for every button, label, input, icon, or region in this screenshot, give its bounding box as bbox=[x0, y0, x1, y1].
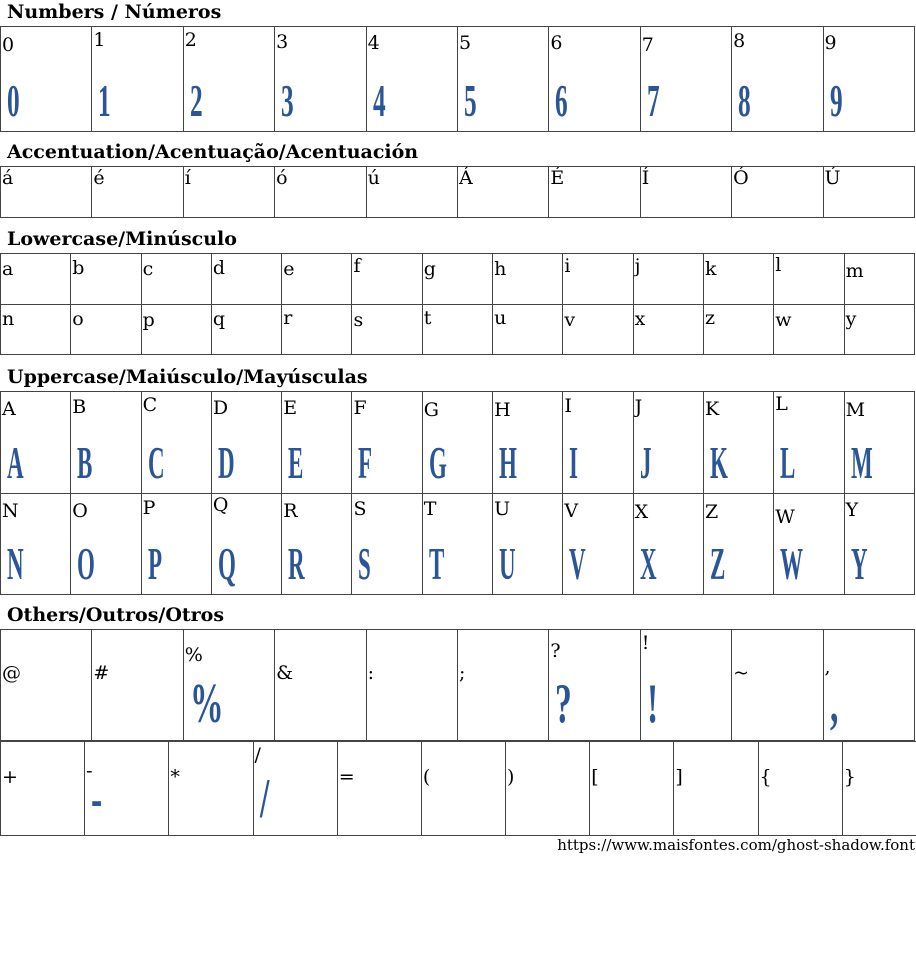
char-label: Ó bbox=[733, 167, 749, 189]
glyph-sample: N bbox=[7, 538, 24, 589]
char-cell bbox=[493, 305, 563, 355]
glyph-sample: Q bbox=[217, 538, 236, 589]
char-cell bbox=[1, 494, 71, 595]
char-cell bbox=[275, 630, 366, 741]
char-label: k bbox=[704, 258, 717, 280]
char-label: 7 bbox=[641, 34, 654, 56]
char-cell bbox=[844, 494, 914, 595]
char-cell bbox=[1, 254, 71, 305]
char-cell bbox=[282, 494, 352, 595]
char-label: m bbox=[845, 260, 864, 282]
char-cell bbox=[493, 254, 563, 305]
glyph-sample: S bbox=[358, 538, 372, 589]
char-label: f bbox=[353, 255, 361, 277]
char-label: R bbox=[283, 500, 298, 522]
numbers-table bbox=[0, 26, 915, 132]
char-cell bbox=[844, 392, 914, 494]
char-cell bbox=[703, 305, 773, 355]
char-cell bbox=[352, 392, 422, 494]
char-label: # bbox=[93, 662, 110, 684]
char-cell bbox=[842, 742, 916, 836]
char-cell bbox=[169, 742, 253, 836]
char-label: } bbox=[843, 766, 856, 788]
char-cell bbox=[366, 27, 457, 132]
glyph-sample: P bbox=[147, 538, 162, 589]
char-cell bbox=[844, 254, 914, 305]
char-cell bbox=[253, 742, 337, 836]
char-cell bbox=[549, 27, 640, 132]
char-cell bbox=[732, 630, 823, 741]
char-label: W bbox=[775, 506, 795, 528]
glyph-sample: I bbox=[569, 437, 579, 488]
char-label: S bbox=[353, 498, 367, 520]
char-cell bbox=[141, 305, 211, 355]
char-label: ] bbox=[675, 766, 683, 788]
char-cell bbox=[674, 742, 758, 836]
char-label: ú bbox=[367, 167, 380, 189]
char-label: T bbox=[423, 498, 437, 520]
glyph-sample: - bbox=[91, 768, 103, 830]
char-label: , bbox=[824, 656, 831, 678]
char-cell bbox=[366, 630, 457, 741]
char-label: Q bbox=[212, 494, 229, 516]
char-label: 1 bbox=[93, 29, 106, 51]
glyph-sample: L bbox=[780, 437, 796, 488]
char-cell bbox=[337, 742, 421, 836]
char-cell bbox=[493, 494, 563, 595]
char-label: n bbox=[2, 308, 15, 330]
char-cell bbox=[563, 494, 633, 595]
char-label: J bbox=[634, 396, 643, 418]
char-cell bbox=[85, 742, 169, 836]
char-cell bbox=[732, 167, 823, 218]
char-label: N bbox=[2, 500, 19, 522]
char-cell bbox=[422, 305, 492, 355]
char-label: u bbox=[494, 307, 507, 329]
accents-row bbox=[1, 167, 915, 218]
char-cell bbox=[183, 630, 274, 741]
char-cell bbox=[211, 392, 281, 494]
char-label: s bbox=[353, 309, 364, 331]
char-cell bbox=[563, 254, 633, 305]
char-cell bbox=[633, 494, 703, 595]
char-label: h bbox=[494, 258, 507, 280]
char-cell bbox=[71, 392, 141, 494]
char-label: = bbox=[338, 766, 355, 788]
char-label: t bbox=[423, 307, 432, 329]
lowercase-table bbox=[0, 253, 915, 355]
char-label: i bbox=[564, 255, 571, 277]
char-label: G bbox=[423, 399, 439, 421]
char-label: Á bbox=[458, 167, 473, 189]
char-label: : bbox=[367, 662, 374, 684]
char-label: ; bbox=[458, 662, 466, 684]
char-label: / bbox=[254, 744, 261, 766]
others-table-2 bbox=[0, 741, 916, 836]
glyph-sample: G bbox=[428, 437, 447, 488]
char-label: A bbox=[2, 398, 16, 420]
char-cell bbox=[457, 630, 548, 741]
lowercase-row-2 bbox=[1, 305, 915, 355]
glyph-sample: A bbox=[7, 437, 24, 488]
char-label: Í bbox=[641, 167, 650, 189]
char-cell bbox=[275, 167, 366, 218]
char-cell bbox=[1, 742, 85, 836]
char-cell bbox=[71, 254, 141, 305]
char-cell bbox=[732, 27, 823, 132]
char-label: P bbox=[142, 497, 156, 519]
glyph-sample: ! bbox=[646, 673, 658, 735]
char-label: d bbox=[212, 257, 226, 279]
char-cell bbox=[823, 27, 914, 132]
char-label: 2 bbox=[184, 29, 197, 51]
char-cell bbox=[211, 305, 281, 355]
char-label: C bbox=[142, 394, 158, 416]
char-label: é bbox=[93, 167, 105, 189]
char-cell bbox=[183, 167, 274, 218]
glyph-sample: F bbox=[358, 437, 373, 488]
char-cell bbox=[549, 630, 640, 741]
char-cell bbox=[422, 494, 492, 595]
glyph-sample: 6 bbox=[555, 75, 568, 126]
glyph-sample: / bbox=[259, 768, 269, 830]
char-cell bbox=[563, 305, 633, 355]
others-row-2 bbox=[1, 742, 916, 836]
glyph-sample: , bbox=[829, 673, 838, 735]
lowercase-row-1 bbox=[1, 254, 915, 305]
glyph-sample: Z bbox=[709, 538, 726, 589]
char-label: q bbox=[212, 308, 226, 330]
glyph-sample: R bbox=[288, 538, 305, 589]
char-cell bbox=[352, 494, 422, 595]
char-cell bbox=[457, 167, 548, 218]
char-label: 5 bbox=[458, 32, 472, 54]
char-cell bbox=[92, 630, 183, 741]
char-cell bbox=[493, 392, 563, 494]
glyph-sample: 7 bbox=[646, 75, 660, 126]
char-cell bbox=[758, 742, 842, 836]
char-cell bbox=[774, 392, 844, 494]
uppercase-row-2 bbox=[1, 494, 915, 595]
uppercase-row-1 bbox=[1, 392, 915, 494]
char-label: - bbox=[86, 760, 93, 782]
glyph-sample: C bbox=[147, 437, 165, 488]
char-cell bbox=[421, 742, 505, 836]
char-label: I bbox=[564, 395, 572, 417]
char-cell bbox=[1, 27, 92, 132]
char-cell bbox=[774, 494, 844, 595]
char-cell bbox=[506, 742, 590, 836]
char-cell bbox=[640, 167, 731, 218]
char-cell bbox=[282, 305, 352, 355]
char-cell bbox=[633, 392, 703, 494]
glyph-sample: V bbox=[569, 538, 586, 589]
char-label: 6 bbox=[550, 32, 563, 54]
glyph-sample: K bbox=[709, 437, 728, 488]
char-label: r bbox=[283, 307, 293, 329]
char-label: ó bbox=[276, 167, 288, 189]
glyph-sample: 8 bbox=[738, 75, 751, 126]
char-cell bbox=[1, 167, 92, 218]
char-label: e bbox=[283, 258, 295, 280]
char-label: { bbox=[759, 766, 772, 788]
char-label: a bbox=[2, 258, 14, 280]
char-cell bbox=[352, 254, 422, 305]
glyph-sample: 4 bbox=[372, 75, 386, 126]
char-label: O bbox=[72, 500, 88, 522]
numbers-row bbox=[1, 27, 915, 132]
char-cell bbox=[141, 494, 211, 595]
char-label: ? bbox=[550, 640, 561, 662]
accents-section-title: Accentuation/Acentuação/Acentuación bbox=[7, 141, 419, 163]
char-cell bbox=[633, 305, 703, 355]
char-label: z bbox=[704, 307, 715, 329]
char-label: K bbox=[704, 398, 720, 420]
char-label: D bbox=[212, 397, 229, 419]
glyph-sample: E bbox=[288, 437, 304, 488]
char-label: * bbox=[170, 766, 180, 788]
glyph-sample: 3 bbox=[281, 75, 294, 126]
char-label: % bbox=[184, 644, 203, 666]
glyph-sample: 0 bbox=[7, 75, 20, 126]
char-cell bbox=[823, 630, 914, 741]
char-label: í bbox=[184, 167, 191, 189]
glyph-sample: ? bbox=[555, 673, 573, 735]
char-label: É bbox=[550, 167, 565, 189]
char-label: v bbox=[564, 309, 576, 331]
char-cell bbox=[92, 27, 183, 132]
char-cell bbox=[703, 392, 773, 494]
others-section-title: Others/Outros/Otros bbox=[7, 604, 225, 626]
glyph-sample: U bbox=[499, 538, 516, 589]
glyph-sample: T bbox=[428, 538, 445, 589]
others-row-1 bbox=[1, 630, 915, 741]
char-cell bbox=[92, 167, 183, 218]
char-label: w bbox=[775, 309, 792, 331]
char-label: y bbox=[845, 308, 857, 330]
char-cell bbox=[141, 392, 211, 494]
glyph-sample: O bbox=[77, 538, 96, 589]
char-cell bbox=[457, 27, 548, 132]
char-label: F bbox=[353, 397, 367, 419]
char-cell bbox=[1, 630, 92, 741]
char-label: @ bbox=[2, 662, 21, 684]
char-label: 3 bbox=[276, 31, 289, 53]
char-label: X bbox=[634, 501, 649, 523]
accents-table bbox=[0, 166, 915, 218]
glyph-sample: 9 bbox=[829, 75, 843, 126]
char-label: & bbox=[276, 662, 294, 684]
char-label: Y bbox=[845, 499, 859, 521]
char-cell bbox=[71, 494, 141, 595]
char-cell bbox=[703, 254, 773, 305]
char-cell bbox=[590, 742, 674, 836]
char-label: [ bbox=[591, 766, 599, 788]
glyph-sample: % bbox=[189, 673, 224, 735]
glyph-sample: W bbox=[780, 538, 804, 589]
char-cell bbox=[774, 254, 844, 305]
char-cell bbox=[1, 305, 71, 355]
glyph-sample: M bbox=[850, 437, 873, 488]
char-cell bbox=[422, 392, 492, 494]
glyph-sample: J bbox=[639, 437, 652, 488]
char-label: b bbox=[72, 257, 85, 279]
char-label: 0 bbox=[2, 34, 15, 56]
char-cell bbox=[633, 254, 703, 305]
char-label: ( bbox=[422, 766, 431, 788]
glyph-sample: H bbox=[499, 437, 517, 488]
char-label: ~ bbox=[733, 662, 750, 684]
char-label: j bbox=[634, 255, 641, 277]
char-label: p bbox=[142, 309, 155, 331]
glyph-sample: X bbox=[639, 538, 657, 589]
char-label: g bbox=[423, 258, 436, 280]
char-cell bbox=[282, 392, 352, 494]
char-label: E bbox=[283, 397, 298, 419]
char-label: o bbox=[72, 308, 84, 330]
char-cell bbox=[366, 167, 457, 218]
glyph-sample: 1 bbox=[98, 75, 112, 126]
char-label: á bbox=[2, 167, 14, 189]
char-label: Ú bbox=[824, 167, 841, 189]
char-label: ) bbox=[507, 766, 515, 788]
char-cell bbox=[71, 305, 141, 355]
char-label: x bbox=[634, 308, 646, 330]
char-label: Z bbox=[704, 501, 719, 523]
char-label: + bbox=[2, 766, 18, 788]
glyph-sample: 2 bbox=[189, 75, 203, 126]
others-table-1 bbox=[0, 629, 915, 741]
lowercase-section-title: Lowercase/Minúsculo bbox=[7, 228, 237, 250]
glyph-sample: Y bbox=[850, 538, 868, 589]
char-label: B bbox=[72, 396, 87, 418]
char-cell bbox=[844, 305, 914, 355]
char-cell bbox=[211, 254, 281, 305]
char-label: 4 bbox=[367, 32, 380, 54]
char-cell bbox=[549, 167, 640, 218]
char-cell bbox=[211, 494, 281, 595]
numbers-section-title: Numbers / Números bbox=[7, 1, 222, 23]
char-label: c bbox=[142, 258, 154, 280]
char-cell bbox=[275, 27, 366, 132]
source-url: https://www.maisfontes.com/ghost-shadow.font bbox=[557, 836, 915, 854]
char-cell bbox=[183, 27, 274, 132]
char-cell bbox=[422, 254, 492, 305]
char-label: l bbox=[775, 254, 782, 276]
char-label: U bbox=[494, 498, 511, 520]
glyph-sample: 5 bbox=[463, 75, 477, 126]
char-cell bbox=[640, 630, 731, 741]
char-cell bbox=[703, 494, 773, 595]
char-label: 8 bbox=[733, 30, 746, 52]
char-cell bbox=[774, 305, 844, 355]
char-label: M bbox=[845, 399, 866, 421]
glyph-sample: D bbox=[217, 437, 235, 488]
char-label: ! bbox=[641, 632, 650, 654]
char-label: V bbox=[564, 500, 579, 522]
glyph-sample: B bbox=[77, 437, 93, 488]
char-cell bbox=[563, 392, 633, 494]
char-cell bbox=[141, 254, 211, 305]
char-label: 9 bbox=[824, 32, 837, 54]
char-cell bbox=[1, 392, 71, 494]
uppercase-section-title: Uppercase/Maiúsculo/Mayúsculas bbox=[7, 366, 368, 388]
char-cell bbox=[640, 27, 731, 132]
char-cell bbox=[352, 305, 422, 355]
char-cell bbox=[282, 254, 352, 305]
char-cell bbox=[823, 167, 914, 218]
char-label: H bbox=[494, 399, 511, 421]
uppercase-table bbox=[0, 391, 915, 595]
char-label: L bbox=[775, 393, 788, 415]
